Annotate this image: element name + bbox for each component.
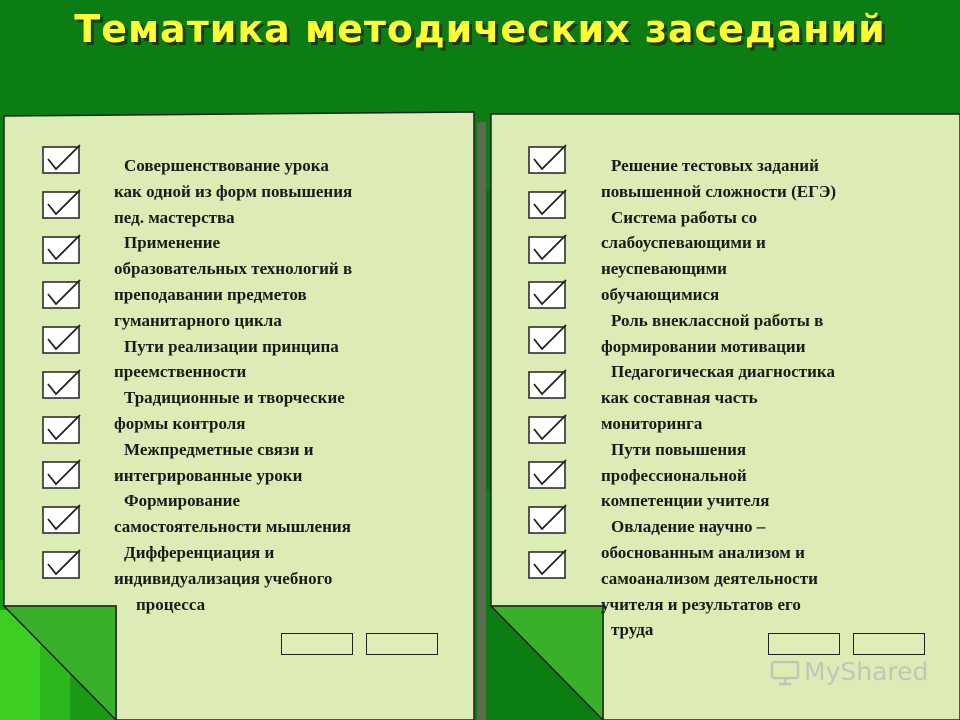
topic-item: Применение образовательных технологий в преподавании предметов гуманитарного цикла (114, 233, 353, 330)
checkbox-checked-icon (528, 188, 568, 220)
checkbox-checked-icon (42, 323, 82, 355)
page-title: Тематика методических заседаний (74, 7, 886, 51)
presentation-icon (770, 660, 800, 686)
checkbox-checked-icon (42, 278, 82, 310)
divider-shadow (477, 122, 486, 720)
checkbox-checked-icon (42, 458, 82, 490)
checkbox-checked-icon (42, 503, 82, 535)
topic-item: Система работы со слабоуспевающими и неуспевающими обучающимися (601, 207, 766, 304)
checkbox-checked-icon (528, 368, 568, 400)
checkbox-checked-icon (528, 503, 568, 535)
checkbox-checked-icon (528, 278, 568, 310)
checkbox-checked-icon (42, 413, 82, 445)
topic-item: Пути реализации принципа преемственности (114, 336, 339, 382)
checkbox-checked-icon (42, 368, 82, 400)
blank-box-left-1 (281, 633, 353, 655)
topic-item: Традиционные и творческие формы контроля (114, 388, 345, 433)
watermark-text: MyShared (804, 657, 929, 686)
topic-item: Межпредметные связи и интегрированные уроки (114, 439, 314, 485)
topic-item: Дифференциация и индивидуализация учебного процесса (114, 542, 333, 614)
checkbox-checked-icon (528, 548, 568, 580)
topic-item: Роль внеклассной работы в формировании мотивации (601, 310, 824, 356)
checkbox-checked-icon (528, 233, 568, 265)
blank-box-right-2 (853, 633, 925, 655)
checkbox-checked-icon (528, 323, 568, 355)
topic-item: Решение тестовых заданий повышенной сложности (ЕГЭ) (601, 156, 837, 201)
checkbox-checked-icon (42, 233, 82, 265)
topic-item: Совершенствование урока как одной из форм повышения пед. мастерства (114, 156, 353, 227)
checkbox-checked-icon (42, 188, 82, 220)
topic-item: Пути повышения профессиональной компетенции учителя (601, 439, 770, 511)
checkbox-checked-icon (42, 548, 82, 580)
topic-item: Формирование самостоятельности мышления (114, 491, 351, 537)
blank-box-left-2 (366, 633, 438, 655)
topic-item: Педагогическая диагностика как составная часть мониторинга (601, 362, 835, 433)
left-topic-list (114, 153, 444, 617)
checkbox-checked-icon (42, 143, 82, 175)
checkbox-checked-icon (528, 143, 568, 175)
right-topic-list (601, 153, 921, 643)
checkbox-checked-icon (528, 413, 568, 445)
blank-box-right-1 (768, 633, 840, 655)
checkbox-checked-icon (528, 458, 568, 490)
topic-item: Овладение научно – обоснованным анализом и самоанализом деятельности учителя и результатов его труда (601, 517, 818, 640)
